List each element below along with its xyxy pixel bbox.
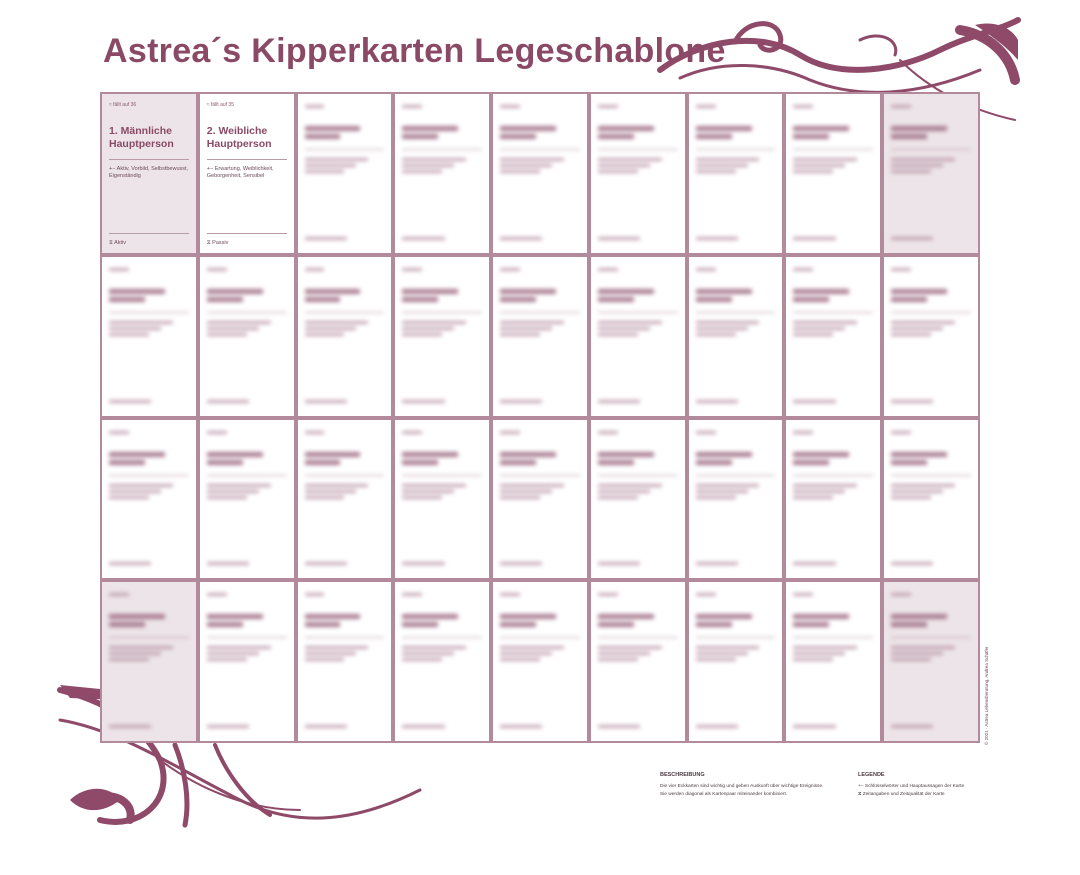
illegible-card-content [298,582,392,741]
illegible-card-content [200,582,294,741]
legend-line: +− Schlüsselwörter und Hauptaussagen der Karte [858,784,965,789]
card-cell-10 [102,257,196,416]
card-name: 1. Männliche Hauptperson [109,125,174,150]
illegible-card-content [395,257,489,416]
illegible-card-content [395,420,489,579]
illegible-card-content [786,420,880,579]
card-cell-11 [200,257,294,416]
card-cell-7 [689,94,783,253]
illegible-card-content [102,257,196,416]
legend-line: ⧖ Zeitangaben und Zeitqualität der Karte [858,792,945,797]
card-cell-17 [786,257,880,416]
illegible-card-content [493,257,587,416]
illegible-card-content [395,94,489,253]
card-cell-18 [884,257,978,416]
card-cell-22 [395,420,489,579]
card-name: 2. Weibliche Hauptperson [206,125,272,150]
divider [109,159,189,160]
legend-title: LEGENDE [858,772,885,778]
illegible-card-content [884,582,978,741]
illegible-card-content [102,420,196,579]
card-cell-33 [591,582,685,741]
card-cell-27 [884,420,978,579]
copyright-note: © 2021 · Astrea Lebensberatung, Andrea Schäfer [984,646,989,745]
card-cell-4 [395,94,489,253]
card-cell-30 [298,582,392,741]
illegible-card-content [200,420,294,579]
card-cell-32 [493,582,587,741]
legend-block [858,772,983,799]
card-cell-5 [493,94,587,253]
card-cell-34 [689,582,783,741]
illegible-card-content [591,582,685,741]
card-cell-1 [102,94,196,253]
card-cell-2 [200,94,294,253]
illegible-card-content [493,582,587,741]
description-line: Die vier Eckkarten sind wichtig und geben Auskunft über wichtige Ereignisse. [660,784,824,789]
card-cell-28 [102,582,196,741]
illegible-card-content [884,94,978,253]
card-cell-20 [200,420,294,579]
illegible-card-content [689,582,783,741]
description-block [660,772,850,799]
illegible-card-content [591,94,685,253]
card-cell-14 [493,257,587,416]
card-meaning: +− Erwartung, Weiblichkeit, Geborgenheit, Sensibel [206,166,274,179]
description-title: BESCHREIBUNG [660,772,705,778]
card-grid [100,92,980,743]
card-cell-21 [298,420,392,579]
illegible-card-content [298,420,392,579]
illegible-card-content [591,420,685,579]
card-cell-8 [786,94,880,253]
card-cell-19 [102,420,196,579]
card-cell-6 [591,94,685,253]
card-cell-13 [395,257,489,416]
card-cell-15 [591,257,685,416]
card-cell-24 [591,420,685,579]
illegible-card-content [786,257,880,416]
card-cell-23 [493,420,587,579]
card-cell-29 [200,582,294,741]
page-title: Astrea´s Kipperkarten Legeschablone [103,32,726,70]
illegible-card-content [298,94,392,253]
divider [207,159,287,160]
illegible-card-content [689,420,783,579]
illegible-card-content [786,582,880,741]
card-cell-26 [786,420,880,579]
card-time: ⧖ Aktiv [109,233,189,247]
illegible-card-content [689,94,783,253]
illegible-card-content [200,257,294,416]
card-cell-16 [689,257,783,416]
card-cell-35 [786,582,880,741]
illegible-card-content [884,420,978,579]
illegible-card-content [786,94,880,253]
illegible-card-content [591,257,685,416]
illegible-card-content [102,582,196,741]
card-top-note: ≈ fällt auf 36 [109,102,137,108]
illegible-card-content [689,257,783,416]
description-line: Sie werden diagonal als Kartenpaar miteinander kombiniert. [660,792,788,797]
illegible-card-content [298,257,392,416]
card-cell-31 [395,582,489,741]
card-cell-25 [689,420,783,579]
card-cell-36 [884,582,978,741]
illegible-card-content [884,257,978,416]
card-cell-12 [298,257,392,416]
card-cell-9 [884,94,978,253]
card-time: ⧖ Passiv [207,233,287,247]
card-cell-3 [298,94,392,253]
illegible-card-content [493,420,587,579]
illegible-card-content [395,582,489,741]
illegible-card-content [493,94,587,253]
card-meaning: +− Aktiv, Vorbild, Selbstbewusst, Eigenständig [109,166,189,179]
card-top-note: ≈ fällt auf 35 [206,102,234,108]
